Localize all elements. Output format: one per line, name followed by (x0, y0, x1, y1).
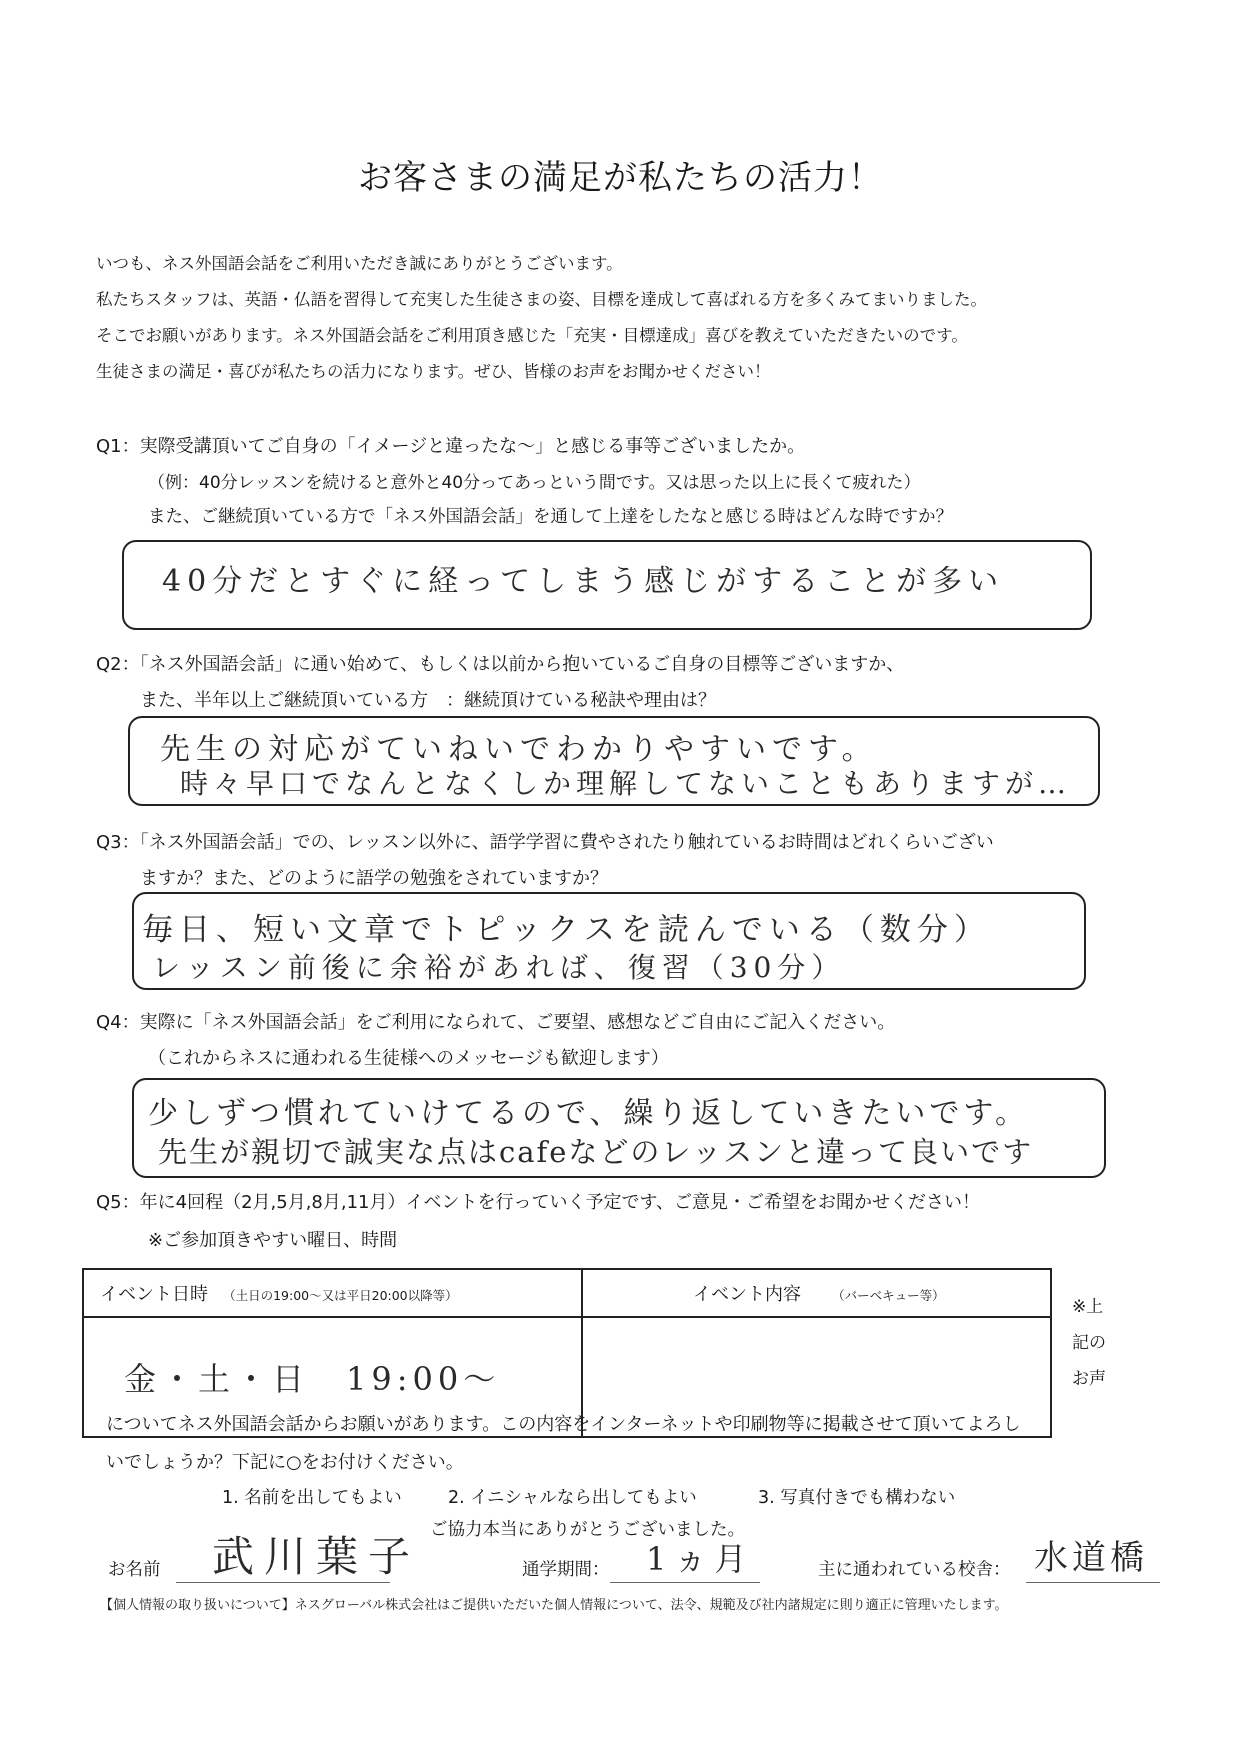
intro-line-1: いつも、ネス外国語会話をご利用いただき誠にありがとうございます。 (96, 254, 623, 273)
q3-followup: ますか？また、どのように語学の勉強をされていますか？ (140, 868, 608, 889)
side-note-3: お声 (1072, 1369, 1106, 1389)
intro-line-4: 生徒さまの満足・喜びが私たちの活力になります。ぜひ、皆様のお声をお聞かせください！ (96, 362, 771, 381)
option-1: 1. 名前を出してもよい (222, 1488, 402, 1508)
side-note-2: 記の (1072, 1333, 1106, 1353)
option-3: 3. 写真付きでも構わない (758, 1488, 956, 1508)
q2-question: Q2：「ネス外国語会話」に通い始めて、もしくは以前から抱いているご自身の目標等ございますか、 (96, 654, 905, 675)
q4-answer-line-2: 先生が親切で誠実な点はcafeなどのレッスンと違って良いです (158, 1135, 1034, 1169)
intro-line-3: そこでお願いがあります。ネス外国語会話をご利用頂き感じた「充実・目標達成」喜びを教えていただきたいのです。 (96, 326, 968, 345)
period-label: 通学期間： (522, 1560, 610, 1580)
q5-question: Q5：年に4回程（2月,5月,8月,11月）イベントを行っていく予定です、ご意見・ご希望をお聞かせください！ (96, 1192, 981, 1213)
q1-answer-box (122, 540, 1092, 630)
consent-line-2: いでしょうか？下記に○をお付けください。 (106, 1452, 464, 1473)
q1-question: Q1：実際受講頂いてご自身の「イメージと違ったな～」と感じる事等ございましたか。 (96, 436, 806, 457)
q4-followup: （これからネスに通われる生徒様へのメッセージも歓迎します） (148, 1048, 669, 1069)
thanks-message: ご協力本当にありがとうございました。 (430, 1520, 745, 1540)
school-underline (1026, 1582, 1160, 1583)
option-2: 2. イニシャルなら出してもよい (448, 1488, 697, 1508)
event-date-header-cell (83, 1269, 582, 1317)
name-value: 武川葉子 (212, 1532, 421, 1581)
name-label: お名前 (108, 1560, 161, 1580)
q3-question: Q3：「ネス外国語会話」での、レッスン以外に、語学学習に費やされたり触れているお時間はどれくらいござい (96, 832, 994, 853)
event-content-hint: （バーベキュー等） (832, 1288, 945, 1303)
q2-answer-line-1: 先生の対応がていねいでわかりやすいです。 (160, 732, 878, 767)
q2-answer-line-2: 時々早口でなんとなくしか理解してないこともありますが… (180, 767, 1072, 800)
q1-answer-line-1: 40分だとすぐに経ってしまう感じがすることが多い (162, 564, 1005, 599)
name-underline (176, 1582, 390, 1583)
intro-line-2: 私たちスタッフは、英語・仏語を習得して充実した生徒さまの姿、目標を達成して喜ばれる方を多くみてまいりました。 (96, 290, 987, 309)
q3-answer-box (132, 892, 1086, 990)
q3-answer-line-1: 毎日、短い文章でトピックスを読んでいる（数分） (142, 912, 991, 948)
q2-answer-box (128, 716, 1100, 806)
school-value: 水道橋 (1034, 1538, 1148, 1578)
q4-question: Q4：実際に「ネス外国語会話」をご利用になられて、ご要望、感想などご自由にご記入ください。 (96, 1012, 896, 1033)
consent-line-1: についてネス外国語会話からお願いがあります。この内容をインターネットや印刷物等に掲載させて頂いてよろし (106, 1414, 1021, 1435)
q5-note: ※ご参加頂きやすい曜日、時間 (148, 1230, 398, 1251)
privacy-note: 【個人情報の取り扱いについて】ネスグローバル株式会社はご提供いただいた個人情報について、法令、規範及び社内諸規定に則り適正に管理いたします。 (100, 1598, 1008, 1613)
q4-answer-box (132, 1078, 1106, 1178)
q4-answer-line-1: 少しずつ慣れていけてるので、繰り返していきたいです。 (148, 1096, 1029, 1131)
page-title: お客さまの満足が私たちの活力！ (358, 158, 883, 198)
q3-answer-line-2: レッスン前後に余裕があれば、復習（30分） (152, 951, 846, 984)
school-label: 主に通われている校舎： (818, 1560, 1011, 1580)
q1-followup: また、ご継続頂いている方で「ネス外国語会話」を通して上達をしたなと感じる時はどんな時ですか？ (148, 507, 953, 527)
event-content-header-cell (582, 1269, 1051, 1317)
period-value: 1ヵ月 (646, 1540, 755, 1578)
event-content-header: イベント内容 (693, 1284, 801, 1305)
event-date-answer: 金・土・日 19:00～ (124, 1360, 501, 1398)
q1-example: （例：40分レッスンを続けると意外と40分ってあっという間です。又は思った以上に長くて疲れた） (148, 473, 921, 493)
period-underline (610, 1582, 760, 1583)
event-date-header: イベント日時 (100, 1284, 208, 1305)
side-note-1: ※上 (1072, 1297, 1104, 1317)
event-date-hint: （土日の19:00～又は平日20:00以降等） (223, 1288, 458, 1303)
q2-followup: また、半年以上ご継続頂いている方 ：継続頂けている秘訣や理由は？ (140, 690, 716, 711)
